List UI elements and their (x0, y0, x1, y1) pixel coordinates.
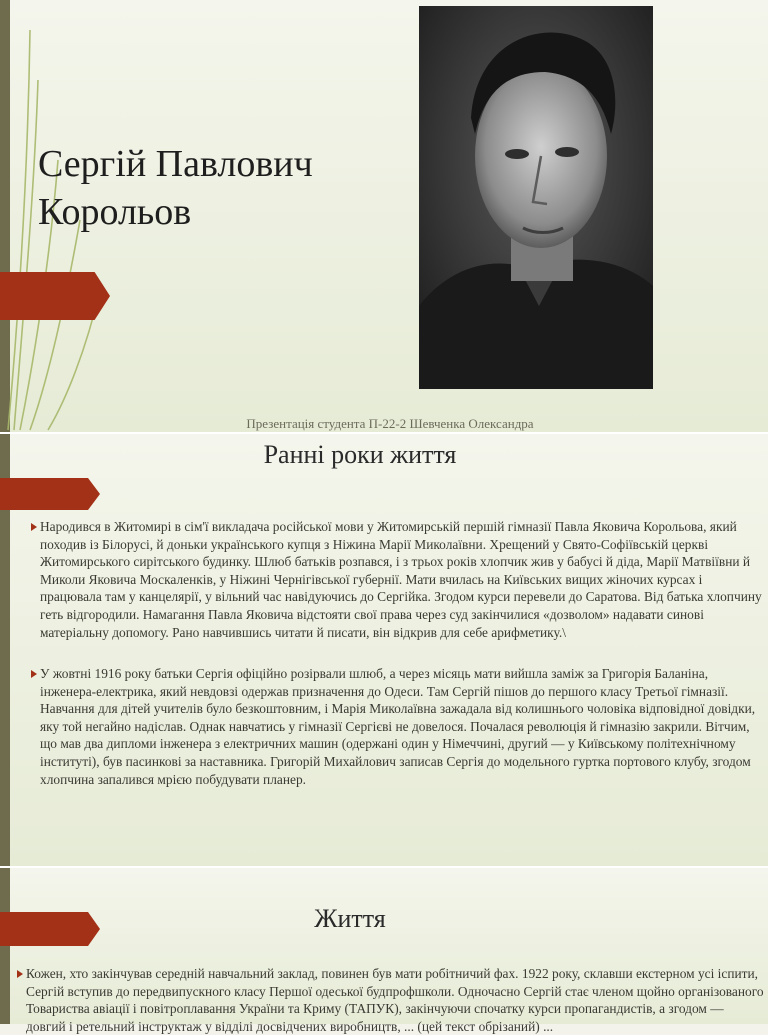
bullet-paragraph: Народився в Житомирі в сім'ї викладача російської мови у Житомирській першій гімназії Павла Яковича Корольова, який походив із Білорусі, й доньки українського купця з Ніжина Марії Миколаївни. Хрещений у Свято-Софіївській церкві Житомирського сирітського будинку. Шлюб батьків розпався, і з трьох років хлопчик жив у бабусі й діда, Марії Матвіївни й Миколи Яковича Москаленків, у Ніжині Чернігівської губернії. Мати вчилась на Київських вищих жіночих курсах і працювала там у канцелярії, у вільний час навідуючись до Сергійка. Згодом курси перевели до Саратова. Від батька хлопчину геть відгородили. Намагання Павла Яковича відстояти свої права через суд закінчилися «дозволом» надавати синові матеріальну допомогу. Рано навчившись читати й писати, він відкрив для себе арифметику.\ (40, 519, 762, 640)
accent-arrow (0, 912, 100, 946)
slide-early-years (0, 434, 768, 866)
accent-arrow (0, 272, 110, 320)
portrait-photo (419, 6, 653, 389)
slide-life (0, 868, 768, 1034)
bullet-paragraph: У жовтні 1916 року батьки Сергія офіційно розірвали шлюб, а через місяць мати вийшла заміж за Григорія Баланіна, інженера-електрика, який невдовзі одержав призначення до Одеси. Там Сергій пішов до першого класу Третьої гімназії. Навчання для дітей учителів було безкоштовним, і Марія Миколаївна зажадала від колишнього чоловіка відповідної довідки, яку той негайно надіслав. Однак навчатись у гімназії Сергієві не довелося. Почалася революція й гімназію закрили. Вітчим, що мав два дипломи інженера з електричних машин (одержані один у Німеччині, другий — у Київському політехнічному інституті), був пасинкові за наставника. Григорій Михайлович записав Сергія до модельного гуртка портового клубу, згодом хлопчина запалився мрією побудувати планер. (40, 665, 762, 788)
slide-heading: Ранні роки життя (263, 440, 457, 469)
subtitle: Презентація студента П-22-2 Шевченка Олександра (246, 416, 534, 431)
bullet-paragraph: Кожен, хто закінчував середній навчальний заклад, повинен був мати робітничий фах. 1922 року, склавши екстерном усі іспити, Сергій вступив до передвипускного класу Першої одеської будпрофшколи. Одночасно Сергій стає членом щойно організованого Товариства авіації і повітроплавання України та Криму (ТАПУК), закінчуючи спочатку курси пропагандистів, а згодом — довгий і ретельний інструктаж у відділі досвідчених виробництв, ... (цей текст обрізаний) ... (26, 965, 766, 1035)
title-line-2: Корольов (38, 191, 192, 233)
title-line-1: Сергій Павлович (38, 143, 313, 185)
side-bar (0, 868, 10, 1024)
slide-heading: Життя (314, 904, 386, 933)
page-title (38, 140, 398, 236)
accent-arrow (0, 478, 100, 510)
slide-title (0, 0, 768, 432)
